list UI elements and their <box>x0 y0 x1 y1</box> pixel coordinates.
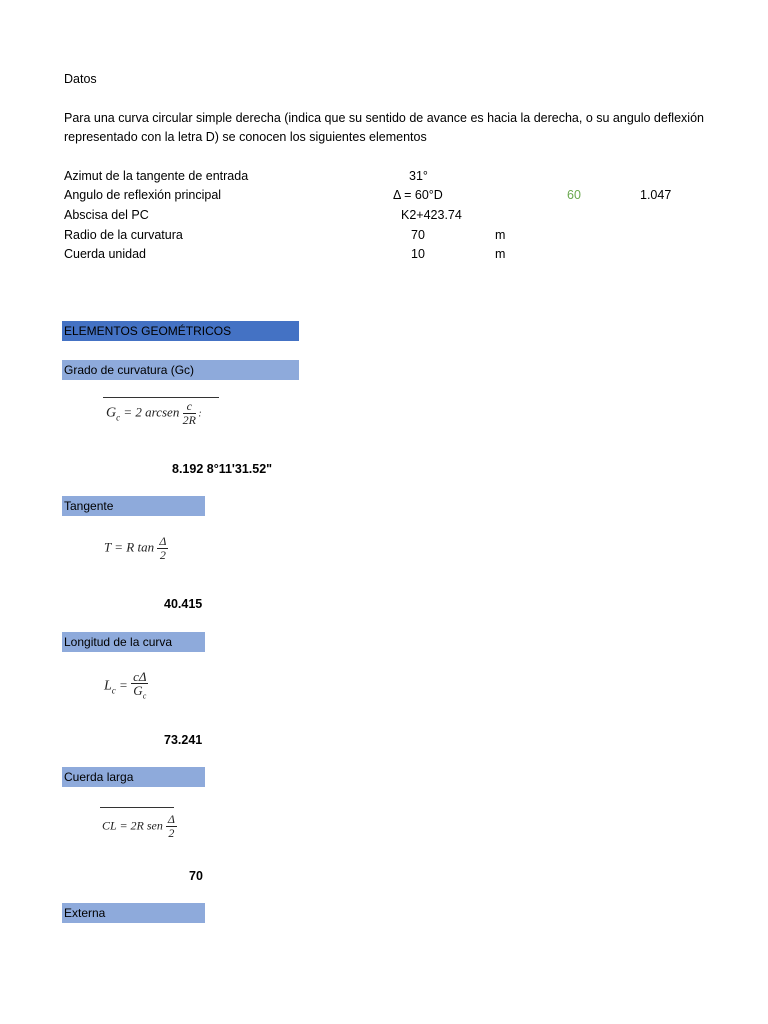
tangente-header: Tangente <box>62 496 205 516</box>
row-value-radio: 70 <box>411 228 425 242</box>
row-angulo-radians: 1.047 <box>640 188 672 202</box>
row-unit-radio: m <box>495 228 506 242</box>
formula-cuerda-larga: CL = 2R sen $\frac{\Delta}{2}$ <box>102 812 175 840</box>
elementos-geometricos-header: ELEMENTOS GEOMÉTRICOS <box>62 321 299 341</box>
row-label-radio: Radio de la curvatura <box>64 228 183 242</box>
cuerda-larga-header: Cuerda larga <box>62 767 205 787</box>
intro-line-2: representado con la letra D) se conocen los siguientes elementos <box>64 130 427 144</box>
longitud-curva-header: Longitud de la curva <box>62 632 205 652</box>
formula-overline-cl <box>100 807 174 808</box>
row-label-cuerda: Cuerda unidad <box>64 247 147 261</box>
datos-label: Datos <box>64 72 97 86</box>
grado-curvatura-header: Grado de curvatura (Gc) <box>62 360 299 380</box>
formula-gc: $G_c = 2$ arcsen $\frac{c}{2R}$ : <box>106 399 202 427</box>
grado-result: 8.192 8°11'31.52" <box>172 462 273 476</box>
tangente-result: 40.415 <box>164 597 203 611</box>
formula-overline <box>103 397 219 398</box>
row-label-azimut: Azimut de la tangente de entrada <box>64 169 249 183</box>
row-value-angulo: Δ = 60°D <box>393 188 443 202</box>
row-value-azimut: 31° <box>409 169 428 183</box>
row-unit-cuerda: m <box>495 247 506 261</box>
row-angulo-degrees: 60 <box>567 188 581 202</box>
row-value-cuerda: 10 <box>411 247 425 261</box>
longitud-result: 73.241 <box>164 733 203 747</box>
externa-header: Externa <box>62 903 205 923</box>
row-label-abscisa: Abscisa del PC <box>64 208 149 222</box>
intro-line-1: Para una curva circular simple derecha (indica que su sentido de avance es hacia la derecha, o su angulo deflexión <box>64 111 704 125</box>
cuerda-larga-result: 70 <box>189 869 203 883</box>
formula-tangente: T = R tan $\frac{\Delta}{2}$ <box>104 534 167 562</box>
row-value-abscisa: K2+423.74 <box>401 208 462 222</box>
formula-longitud: $L_c$ = $\frac{c\Delta}{G_c}$ <box>104 669 147 701</box>
row-label-angulo: Angulo de reflexión principal <box>64 188 222 202</box>
